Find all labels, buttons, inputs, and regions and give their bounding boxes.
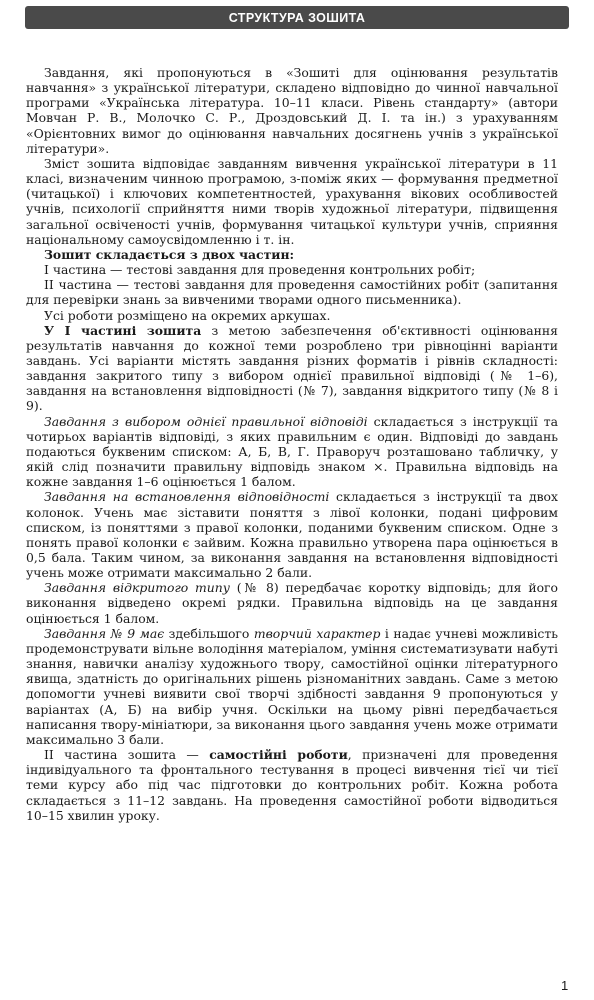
paragraph-intro: Завдання, які пропонуються в «Зошиті для оцінювання результатів навчання» з української літератури, складено відповідно до чинної навчальної програми «Українська література. 10–11 класи. Рівень стандарту» (автори Мовчан Р. В., Молочко С. Р., Дроздовський Д. І. та ін.) з урахуванням «Орієнтовних вимог до оцінювання навчальних досягнень учнів з української літератури». <box>26 65 558 156</box>
paragraph-part-two: II частина — тестові завдання для проведення самостійних робіт (запитання для перевірки знань за вивченими творами одного письменника). <box>26 277 558 308</box>
task-nine-lead: Завдання № 9 має <box>44 625 165 641</box>
matching-text: складається з інструкції та двох колонок. Учень має зіставити поняття з лівої колонки, подані цифровим списком, із поняттями з правої колонки, поданими буквеним списком. Одне з понять правої колонки є зайвим. Кожна правильно утворена пара оцінюється в 0,5 бала. Таким чином, за виконання завдання на встановлення відповідності учень може отримати максимально 2 бали. <box>26 489 558 581</box>
document-body <box>26 65 558 823</box>
task-nine-emphasis: творчий характер <box>253 625 381 641</box>
page-number: 1 <box>561 978 569 993</box>
matching-lead: Завдання на встановлення відповідності <box>44 489 330 505</box>
section-header-banner <box>25 6 569 29</box>
part-two-text: , призначені для проведення індивідуального та фронтального тестування в процесі вивчення тієї чи тієї теми курсу або під час підготовки до контрольних робіт. Кожна робота складається з 11–12 завдань. На проведення самостійної роботи відводиться 10–15 хвилин уроку. <box>26 747 558 823</box>
paragraph-structure-heading: Зошит складається з двох частин: <box>44 246 295 262</box>
paragraph-part-one-details <box>26 323 558 414</box>
task-nine-text: і надає учневі можливість продемонструвати вільне володіння матеріалом, уміння систематизувати набуті знання, навички аналізу художнього твору, самостійної оцінки літературного явища, здатність до оригінальних рішень різноманітних завдань. Саме з метою допомогти учневі виявити свої творчі здібності завдання 9 пропонуються у варіантах (А, Б) на вибір учня. Оскільки на цьому рівні передбачається написання твору-мініатюри, за виконання цього завдання учень може отримати максимально 3 бали. <box>26 625 558 747</box>
paragraph-single-choice <box>26 414 558 490</box>
part-two-bold: самостійні роботи <box>209 747 348 763</box>
open-type-text: (№ 8) передбачає коротку відповідь; для його виконання відведено окремі рядки. Правильна відповідь на це завдання оцінюється 1 балом. <box>26 580 558 626</box>
single-choice-text: складається з інструкції та чотирьох варіантів відповіді, з яких правильним є один. Відповіді до завдань подаються буквеним списком: А, Б, В, Г. Праворуч розташовано табличку, у якій слід позначити правильну відповідь знаком ×. Правильна відповідь на кожне завдання 1–6 оцінюється 1 балом. <box>26 413 558 490</box>
paragraph-open-type <box>26 580 558 625</box>
paragraph-content-goals: Зміст зошита відповідає завданням вивчення української літератури в 11 класі, визначеним чинною програмою, з-поміж яких — формування предметної (читацької) і ключових компетентностей, урахування вікових особливостей учнів, психології сприйняття ними творів художньої літератури, підвищення загальної освіченості учнів, формування читацької культури учнів, сприяння національному самоусвідомленню і т. ін. <box>26 155 558 247</box>
task-nine-mid: здебільшого <box>164 625 254 641</box>
part-two-lead: II частина зошита — <box>44 747 210 763</box>
part-one-lead: У I частині зошита <box>44 322 202 338</box>
open-type-lead: Завдання відкритого типу <box>44 580 230 596</box>
single-choice-lead: Завдання з вибором однієї правильної відповіді <box>44 413 368 429</box>
paragraph-part-two-details <box>26 747 558 823</box>
paragraph-part-one: I частина — тестові завдання для проведення контрольних робіт; <box>44 262 476 278</box>
paragraph-task-nine <box>26 626 558 747</box>
paragraph-matching <box>26 489 558 580</box>
section-title: СТРУКТУРА ЗОШИТА <box>228 10 366 25</box>
paragraph-separate-sheets: Усі роботи розміщено на окремих аркушах. <box>44 307 331 323</box>
part-one-text: з метою забезпечення об'єктивності оцінювання результатів навчання до кожної теми розроблено три рівноцінні варіанти завдань. Усі варіанти містять завдання різних форматів і рівнів складності: завдання закритого типу з вибором однієї правильної відповіді (№ 1–6), завдання на встановлення відповідності (№ 7), завдання відкритого типу (№ 8 і 9). <box>26 322 558 414</box>
